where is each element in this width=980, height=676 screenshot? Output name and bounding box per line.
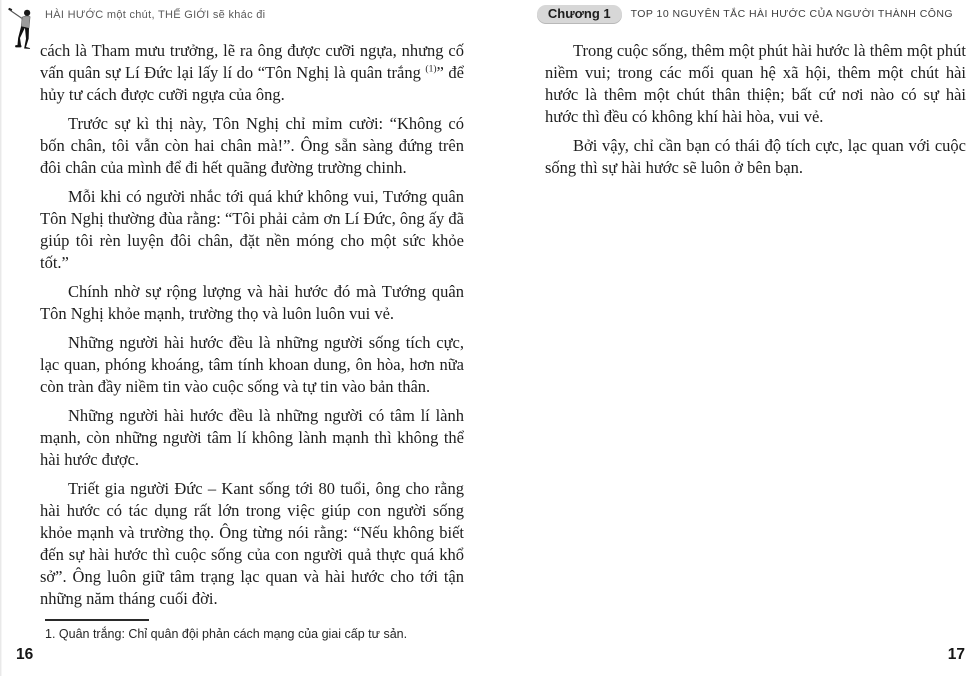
paragraph: Triết gia người Đức – Kant sống tới 80 tuổi, ông cho rằng hài hước có tác dụng rất lớn trong việc giúp con người sống khỏe mạnh và trường thọ. Ông từng nói rằng: “Nếu không biết đến sự hài hước thì cuộc sống của con người quả thực quá khổ sở”. Ông luôn giữ tâm trạng lạc quan và hài hước cho tới tận những năm tháng cuối đời.: [40, 479, 464, 608]
paragraph: Những người hài hước đều là những người sống tích cực, lạc quan, phóng khoáng, tâm tính khoan dung, ôn hòa, hơn nữa còn tràn đầy niềm tin vào cuộc sống và tự tin vào bản thân.: [40, 333, 464, 396]
paragraph: Trước sự kì thị này, Tôn Nghị chỉ mỉm cười: “Không có bốn chân, tôi vẫn còn hai chân mà!”. Ông sẵn sàng đứng trên đôi chân của mình để đi hết quãng đường trường chinh.: [40, 114, 464, 177]
running-head-right: [537, 5, 953, 23]
paragraph: Bởi vậy, chỉ cần bạn có thái độ tích cực, lạc quan với cuộc sống thì sự hài hước sẽ luôn ở bên bạn.: [545, 136, 966, 177]
right-page-text-column: [545, 40, 966, 186]
paragraph-text: ” để hủy tư cách được cưỡi ngựa của ông.: [40, 63, 464, 104]
paragraph-text: cách là Tham mưu trưởng, lẽ ra ông được cưỡi ngựa, nhưng cố vấn quân sự Lí Đức lại lấy lí do “Tôn Nghị là quân trắng: [40, 41, 464, 82]
footnote-rule: [45, 619, 149, 621]
paragraph: Trong cuộc sống, thêm một phút hài hước là thêm một phút niềm vui; trong các mối quan hệ xã hội, thêm một chút hài hước là thêm một chút thân thiện; bất cứ nơi nào có sự hài hước thì đều có không khí hài hòa, vui vẻ.: [545, 41, 966, 126]
paragraph: Những người hài hước đều là những người có tâm lí lành mạnh, còn những người tâm lí không lành mạnh thì không thể hài hước được.: [40, 406, 464, 469]
left-page-text-column: [40, 40, 464, 617]
golfer-icon: [8, 2, 38, 56]
paragraph: Chính nhờ sự rộng lượng và hài hước đó mà Tướng quân Tôn Nghị khỏe mạnh, trường thọ và luôn luôn vui vẻ.: [40, 282, 464, 323]
footnote-text: 1. Quân trắng: Chỉ quân đội phản cách mạng của giai cấp tư sản.: [45, 627, 408, 641]
chapter-title: TOP 10 NGUYÊN TẮC HÀI HƯỚC CỦA NGƯỜI THÀNH CÔNG: [630, 8, 953, 20]
chapter-badge: Chương 1: [537, 5, 622, 23]
footnote-block: [45, 619, 465, 641]
page-number-left: 16: [16, 646, 34, 663]
page-number-right: 17: [947, 646, 965, 663]
paragraph: Mỗi khi có người nhắc tới quá khứ không vui, Tướng quân Tôn Nghị thường đùa rằng: “Tôi phải cảm ơn Lí Đức, ông ấy đã giúp tôi rèn luyện đôi chân, đặt nền móng cho một sức khỏe tốt.”: [40, 187, 464, 272]
page-edge-shadow: [0, 0, 2, 676]
paragraph: [40, 40, 464, 106]
footnote-ref: (1): [425, 64, 437, 75]
running-head-left: HÀI HƯỚC một chút, THẾ GIỚI sẽ khác đi: [45, 9, 266, 21]
